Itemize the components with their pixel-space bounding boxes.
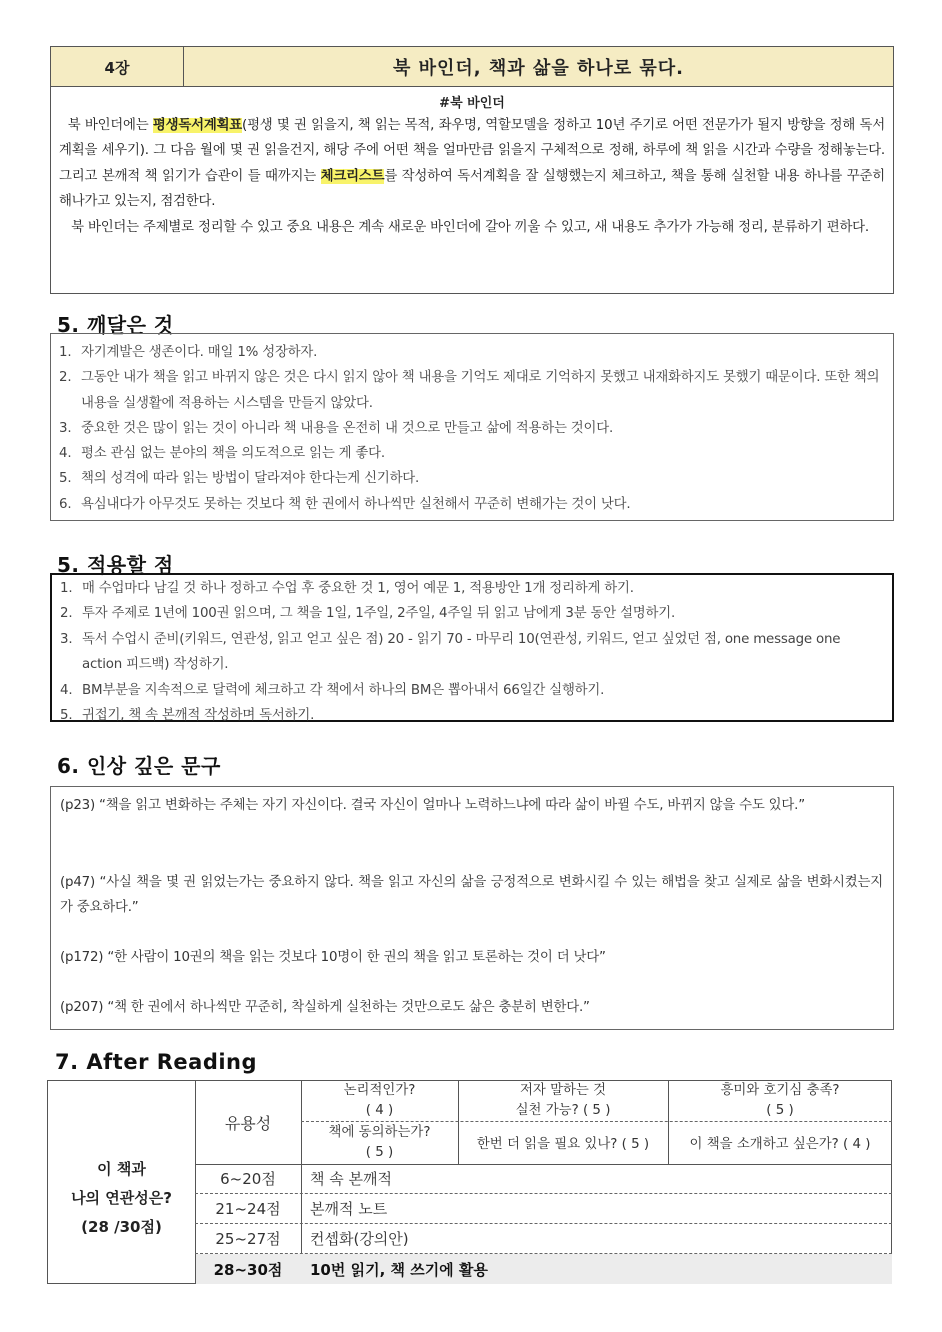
- chapter-title: 북 바인더, 책과 삶을 하나로 묶다.: [392, 58, 685, 79]
- chapter-header: [51, 47, 893, 87]
- score-description: 책 속 본깨적: [310, 1170, 392, 1188]
- chapter-box: [50, 46, 894, 294]
- list-item-number: 2.: [60, 606, 73, 622]
- list-item-text: 투자 주제로 1년에 100권 읽으며, 그 책을 1일, 1주일, 2주일, 4주일 뒤 읽고 남에게 3분 동안 설명하기.: [82, 606, 676, 622]
- chapter-paragraph-1: [59, 113, 885, 215]
- text-run: 북 바인더는 주제별로 정리할 수 있고 중요 내용은 계속 새로운 바인더에 갈아 끼울 수 있고, 새 내용도 추가가 가능해 정리, 분류하기 편하다.: [71, 219, 869, 235]
- score-range: 25~27점: [215, 1229, 281, 1248]
- criterion-question: 저자 말하는 것: [519, 1083, 607, 1098]
- list-item-text: 매 수업마다 남길 것 하나 정하고 수업 후 중요한 것 1, 영어 예문 1, 적용방안 1개 정리하게 하기.: [82, 581, 634, 596]
- highlight-checklist: 체크리스트: [320, 168, 385, 184]
- score-description-selected: 10번 읽기, 책 쓰기에 활용: [310, 1260, 488, 1279]
- score-description: 본깨적 노트: [310, 1199, 388, 1218]
- criterion-question: 논리적인가?: [343, 1083, 416, 1098]
- usefulness-label: 유용성: [224, 1114, 272, 1133]
- list-item: [60, 703, 884, 728]
- list-item: [59, 441, 885, 466]
- section-heading-realized: 5. 깨달은 것: [57, 313, 174, 337]
- list-item: [60, 576, 884, 601]
- quote-p23: (p23) “책을 읽고 변화하는 주체는 자기 자신이다. 결국 자신이 얼마나 노력하느냐에 따라 삶이 바뀔 수도, 바뀌지 않을 수도 있다.”: [60, 798, 805, 813]
- section-heading-apply: 5. 적용할 점: [57, 553, 174, 577]
- criterion-score: ( 5 ): [766, 1103, 794, 1118]
- list-item-text: 그동안 내가 책을 읽고 바뀌지 않은 것은 다시 읽지 않아 책 내용을 기억도 제대로 기억하지 못했고 내재화하지도 못했기 때문이다. 또한 책의 내용을 실생활에 적용하는 시스템을 만들지 않았다.: [81, 370, 880, 411]
- list-item-text: 평소 관심 없는 분야의 책을 의도적으로 읽는 게 좋다.: [81, 446, 385, 462]
- criterion-recommend: 이 책을 소개하고 싶은가? ( 4 ): [689, 1137, 871, 1152]
- criterion-reread: 한번 더 읽을 필요 있나? ( 5 ): [476, 1137, 650, 1152]
- criterion-score: ( 4 ): [365, 1103, 394, 1118]
- list-item-text: 자기계발은 생존이다. 매일 1% 성장하자.: [81, 345, 318, 360]
- list-item: [60, 627, 884, 678]
- criterion-logical: [301, 1081, 458, 1121]
- list-item-number: 1.: [60, 581, 73, 596]
- chapter-number: 4장: [51, 47, 184, 87]
- criterion-practicable: [458, 1081, 668, 1121]
- chapter-subtitle: #북 바인더: [439, 96, 505, 111]
- list-item: [59, 416, 885, 441]
- list-item: [59, 365, 885, 416]
- criterion-interest: [668, 1081, 892, 1121]
- score-range-selected: 28~30점: [213, 1260, 283, 1279]
- list-item-number: 5.: [59, 471, 72, 487]
- chapter-body: [59, 113, 885, 240]
- relevance-score: (28 /30점): [81, 1218, 162, 1236]
- relevance-label-line1: 이 책과: [97, 1160, 146, 1178]
- list-item: [59, 340, 885, 365]
- list-item-number: 4.: [60, 682, 73, 698]
- list-item-text: 귀접기, 책 속 본깨적 작성하며 독서하기.: [82, 708, 315, 724]
- list-item: [60, 601, 884, 626]
- criterion-score: 실천 가능? ( 5 ): [515, 1103, 611, 1118]
- after-reading-table: [47, 1080, 892, 1284]
- list-item-text: 독서 수업시 준비(키워드, 연관성, 읽고 얻고 싶은 점) 20 - 읽기 70 - 마무리 10(연관성, 키워드, 얻고 싶었던 점, one message one action 피드백) 작성하기.: [82, 631, 841, 673]
- list-item: [60, 678, 884, 703]
- list-item-number: 6.: [59, 496, 72, 512]
- section-heading-after-reading: 7. After Reading: [55, 1050, 258, 1074]
- list-item-number: 2.: [59, 370, 72, 386]
- quote-p207: (p207) “책 한 권에서 하나씩만 꾸준히, 착실하게 실천하는 것만으로도 삶은 충분히 변한다.”: [60, 1000, 590, 1015]
- text-run: 를 작성하여 독서계획을 잘 실행했는지 체크하고, 책을 통해 실천할 내용 하나를 꾸준히 해나가고 있는지, 점검한다.: [59, 168, 885, 210]
- apply-box: [50, 573, 894, 722]
- section-heading-quotes: 6. 인상 깊은 문구: [57, 754, 221, 778]
- highlight-lifelong-plan: 평생독서계획표: [152, 118, 243, 133]
- score-description: 컨셉화(강의안): [310, 1229, 409, 1248]
- apply-list: [60, 576, 884, 728]
- list-item-number: 1.: [59, 345, 72, 360]
- criterion-score: ( 5 ): [365, 1144, 394, 1160]
- list-item-number: 3.: [60, 631, 73, 647]
- text-run: (평생 몇 권 읽을지, 책 읽는 목적, 좌우명, 역할모델을 정하고 10년 주기로 어떤 전문가가 될지 방향을 정해 독서 계획을 세우기). 그 다음 월에 몇 권 읽을건지, 해당 주에 어떤 책을 얼마만큼 읽을지 구체적으로 정해, 하루에 책 읽을 시간과 수량을 정해놓는다. 그리고 본깨적 책 읽기가 습관이 들 때까지는: [59, 118, 885, 184]
- chapter-paragraph-2: [59, 215, 885, 240]
- list-item-number: 5.: [60, 708, 73, 724]
- list-item-text: 중요한 것은 많이 읽는 것이 아니라 책 내용을 온전히 내 것으로 만들고 삶에 적용하는 것이다.: [81, 420, 614, 436]
- criterion-question: 흥미와 호기심 충족?: [720, 1083, 840, 1098]
- quotes-box: [50, 786, 894, 1030]
- list-item-text: 책의 성격에 따라 읽는 방법이 달라져야 한다는게 신기하다.: [81, 471, 420, 487]
- text-run: 북 바인더에는: [67, 118, 153, 133]
- criterion-question: 책에 동의하는가?: [328, 1124, 431, 1140]
- quote-p47: (p47) “사실 책을 몇 권 읽었는가는 중요하지 않다. 책을 읽고 자신의 삶을 긍정적으로 변화시킬 수 있는 해법을 찾고 실제로 삶을 변화시켰는지가 중요하다.”: [60, 875, 883, 915]
- list-item-number: 3.: [59, 420, 72, 436]
- relevance-label: [48, 1081, 195, 1284]
- score-range: 21~24점: [215, 1199, 281, 1218]
- list-item: [59, 492, 885, 517]
- list-item-number: 4.: [59, 446, 72, 462]
- score-range: 6~20점: [220, 1170, 276, 1188]
- realized-box: [50, 333, 894, 521]
- criterion-agree: [301, 1121, 458, 1164]
- quote-p172: (p172) “한 사람이 10권의 책을 읽는 것보다 10명이 한 권의 책을 읽고 토론하는 것이 더 낫다”: [60, 950, 606, 965]
- relevance-label-line2: 나의 연관성은?: [71, 1189, 172, 1207]
- list-item: [59, 466, 885, 491]
- realized-list: [59, 340, 885, 517]
- list-item-text: BM부분을 지속적으로 달력에 체크하고 각 책에서 하나의 BM은 뽑아내서 66일간 실행하기.: [82, 682, 605, 698]
- list-item-text: 욕심내다가 아무것도 못하는 것보다 책 한 권에서 하나씩만 실천해서 꾸준히 변해가는 것이 낫다.: [81, 496, 631, 512]
